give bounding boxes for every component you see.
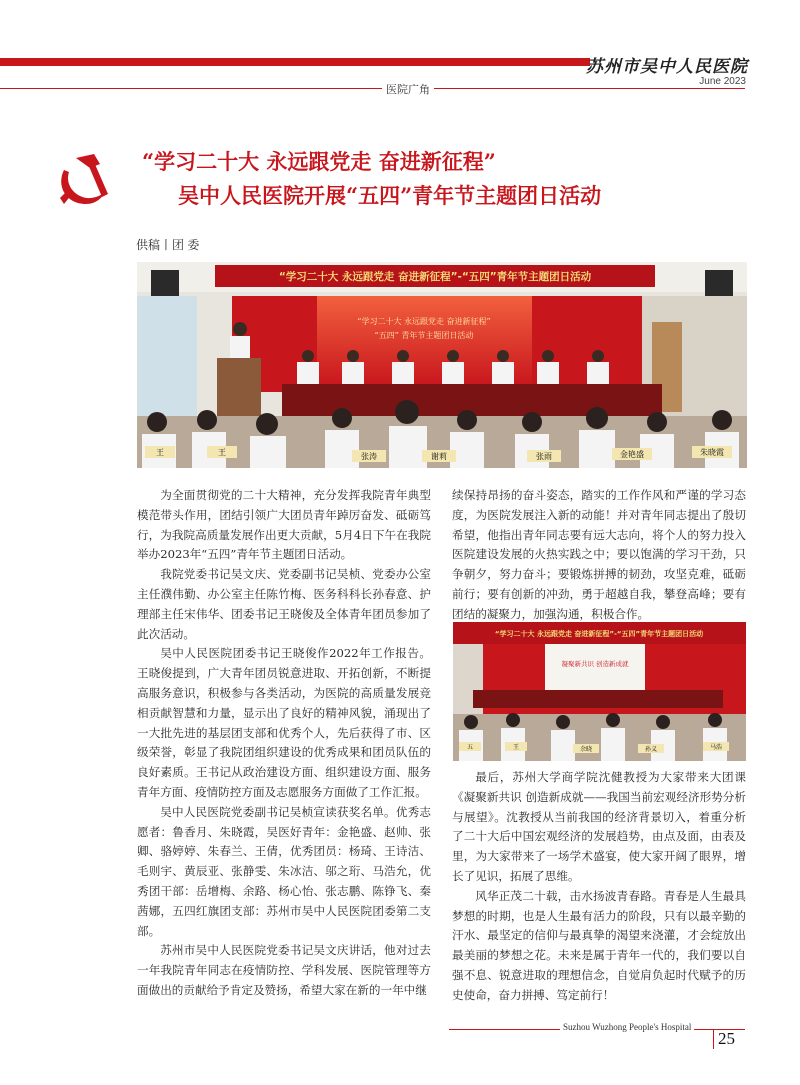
paragraph: 我院党委书记吴文庆、党委副书记吴桢、党委办公室主任濮伟勤、办公室主任陈竹梅、医务科科长孙春意、护理部主任宋伟华、团委书记王晓俊及全体青年团员参加了此次活动。 xyxy=(137,567,431,641)
paragraph: 吴中人民医院党委副书记吴桢宣读获奖名单。优秀志愿者：鲁香月、朱晓霞，吴医好青年：金艳盛、赵帅、张卿、骆婷婷、朱春兰、王倩，优秀团员：杨琦、王诗洁、毛则宇、黄辰亚、张静雯、朱冰洁、邬之珩、马浩允，优秀团干部：岳增梅、余路、杨心怡、张志鹏、陈铮飞、秦茜娜，五四红旗团支部：苏州市吴中人民医院团委第二支部。 xyxy=(137,804,431,938)
body-column-left xyxy=(137,486,431,1001)
issue-date: June 2023 xyxy=(699,76,746,87)
event-photo-lecture xyxy=(453,622,746,761)
header-rule xyxy=(0,88,745,89)
screen-text-2: “五四” 青年节主题团日活动 xyxy=(374,331,474,340)
page-number: 25 xyxy=(718,1029,735,1048)
nameplate-b4: 孙义 xyxy=(644,746,658,753)
paragraph: 为全面贯彻党的二十大精神，充分发挥我院青年典型模范带头作用，团结引领广大团员青年踔厉奋发、砥砺笃行，为我院高质量发展作出更大贡献，5月4日下午在我院举办2023年“五四”青年节主题团日活动。 xyxy=(137,488,431,562)
page-number-divider xyxy=(713,1029,714,1049)
byline: 供稿丨团 委 xyxy=(136,238,200,252)
nameplate-2: 王 xyxy=(218,448,226,457)
header-red-bar xyxy=(0,58,590,66)
paragraph: 风华正茂二十载，击水扬波青春路。青春是人生最具梦想的时期，也是人生最有活力的阶段，只有以最辛勤的汗水、最坚定的信仰与最真挚的渴望来浇灌，才会绽放出最美丽的梦想之花。未来是属于青年一代的，我们要以自强不息、锐意进取的理想信念，自觉肩负起时代赋予的历史使命，奋力拼搏、笃定前行！ xyxy=(452,888,746,1002)
nameplate-4: 谢莉 xyxy=(431,452,447,461)
nameplate-1: 王 xyxy=(156,448,164,457)
nameplate-7: 朱晓霞 xyxy=(700,448,724,457)
nameplate-b1: 五 xyxy=(466,744,474,751)
body-column-right-top xyxy=(452,486,746,625)
banner-text: “学习二十大 永远跟党走 奋进新征程”-“五四”青年节主题团日活动 xyxy=(278,271,592,283)
hospital-name: 苏州市吴中人民医院 xyxy=(586,57,748,77)
footer-hospital-english: Suzhou Wuzhong People's Hospital xyxy=(560,1022,694,1032)
nameplate-3: 张涛 xyxy=(361,452,377,461)
nameplate-b3: 余晓 xyxy=(579,746,593,753)
article-title-line1: “学习二十大 永远跟党走 奋进新征程” xyxy=(142,149,496,174)
body-column-right-bottom xyxy=(452,768,746,1006)
party-emblem-icon xyxy=(50,150,112,212)
article-title-line2: 吴中人民医院开展“五四”青年节主题团日活动 xyxy=(178,183,602,208)
banner-text-2: “学习二十大 永远跟党走 奋进新征程”-“五四”青年节主题团日活动 xyxy=(494,630,704,638)
section-label: 医院广角 xyxy=(382,81,434,97)
slide-title: 凝聚新共识 创造新成就 xyxy=(561,660,629,668)
nameplate-b2: 王 xyxy=(512,744,520,751)
paragraph: 最后，苏州大学商学院沈健教授为大家带来大团课《凝聚新共识 创造新成就——我国当前宏观经济形势分析与展望》。沈教授从当前我国的经济背景切入，着重分析了二十大后中国宏观经济的发展趋势，由点及面，由表及里，为大家带来了一场学术盛宴，使大家开阔了眼界，增长了见识，拓展了思维。 xyxy=(452,770,746,883)
paragraph-continued: 续保持昂扬的奋斗姿态，踏实的工作作风和严谨的学习态度，为医院发展注入新的动能！并对青年同志提出了殷切希望，他指出青年同志要有远大志向，将个人的努力投入医院建设发展的火热实践之中；要以饱满的学习干劲，只争朝夕，努力奋斗；要锻炼拼搏的韧劲，攻坚克难，砥砺前行；要有创新的冲劲，勇于超越自我，攀登高峰；要有团结的凝聚力，加强沟通，积极合作。 xyxy=(452,488,746,621)
nameplate-6: 金艳盛 xyxy=(620,450,644,459)
paragraph: 吴中人民医院团委书记王晓俊作2022年工作报告。王晓俊提到，广大青年团员锐意进取、开拓创新，不断提高服务意识，积极参与各类活动，为医院的高质量发展竞相贡献智慧和力量，显示出了良好的精神风貌，涌现出了一大批先进的基层团支部和优秀个人，先后获得了市、区级荣誉，彰显了我院团组织建设的优秀成果和团员队伍的良好素质。王书记从政治建设方面、组织建设方面、服务青年方面、疫情防控方面及志愿服务方面做了工作汇报。 xyxy=(137,646,431,799)
screen-text-1: “学习二十大 永远跟党走 奋进新征程” xyxy=(357,317,491,326)
event-photo-main xyxy=(137,262,747,468)
nameplate-5: 张雨 xyxy=(536,452,552,461)
paragraph: 苏州市吴中人民医院党委书记吴文庆讲话，他对过去一年我院青年同志在疫情防控、学科发展、医院管理等方面做出的贡献给予肯定及赞扬，希望大家在新的一年中继 xyxy=(137,943,431,997)
nameplate-b5: 马浩 xyxy=(709,744,723,751)
